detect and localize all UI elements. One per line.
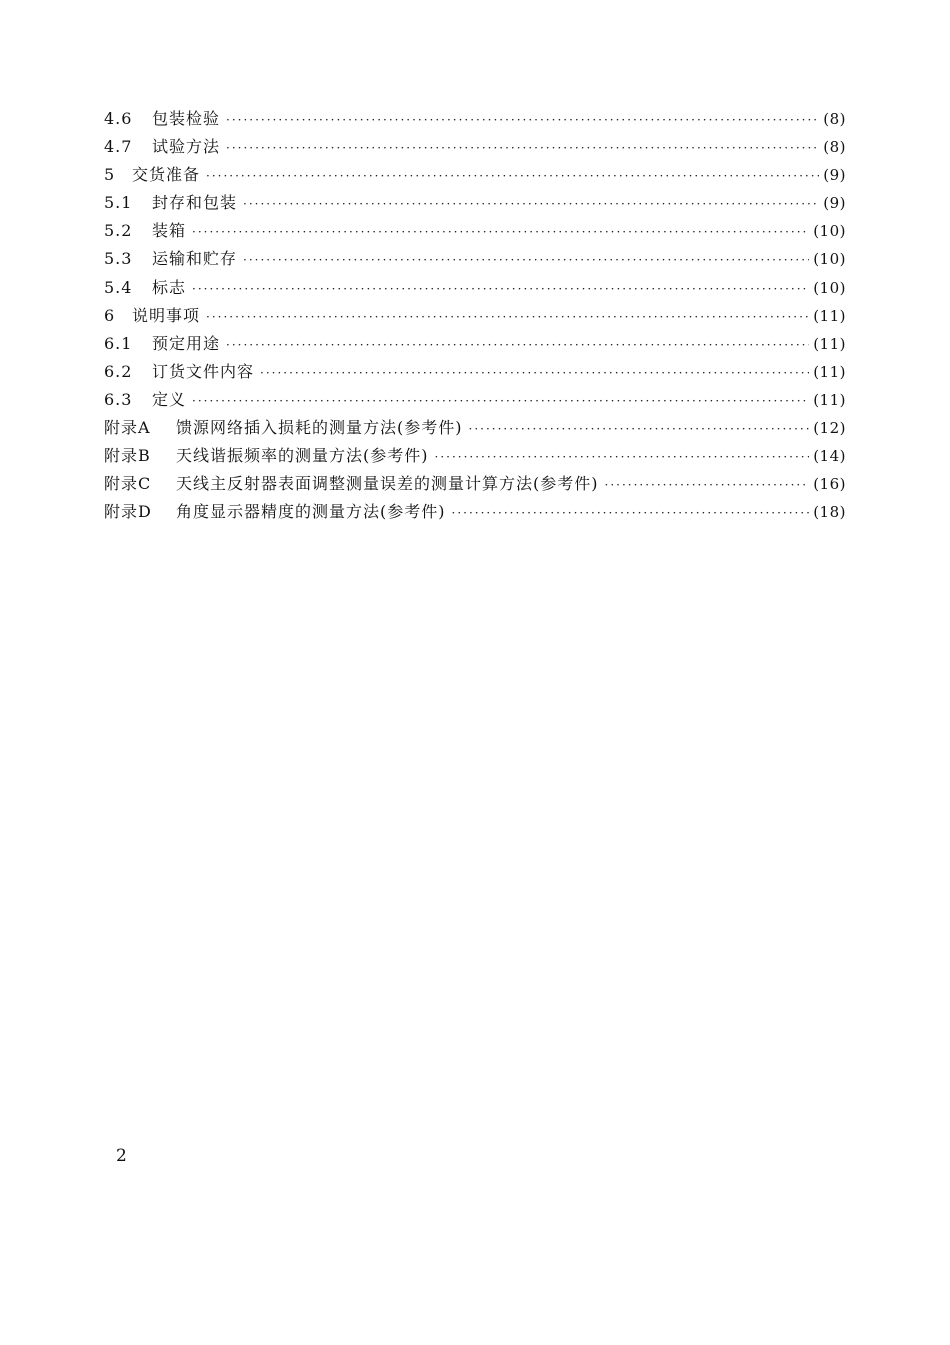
- toc-entry-page: (8): [823, 110, 846, 128]
- toc-entry-5-2: [104, 217, 846, 245]
- toc-entry-number: 5.1: [104, 193, 133, 213]
- toc-dot-leader: [469, 415, 810, 443]
- toc-entry-page: (12): [813, 419, 846, 438]
- toc-entry-appendix-a: [104, 414, 846, 442]
- toc-entry-title: 馈源网络插入损耗的测量方法(参考件): [176, 418, 463, 438]
- toc-entry-title: 定义: [152, 389, 187, 409]
- toc-entry-title: 装箱: [152, 221, 187, 241]
- toc-dot-leader: [226, 106, 819, 134]
- toc-entry-title: 运输和贮存: [152, 249, 238, 269]
- toc-entry-page: (11): [813, 334, 846, 353]
- toc-dot-leader: [243, 190, 819, 218]
- toc-entry-page: (9): [823, 166, 846, 185]
- toc-entry-title: 标志: [152, 277, 187, 297]
- toc-dot-leader: [192, 387, 809, 415]
- toc-entry-title: 说明事项: [132, 305, 201, 325]
- toc-entry-5-3: [104, 245, 846, 273]
- toc-entry-5: [104, 161, 846, 189]
- toc-dot-leader: [243, 246, 809, 274]
- toc-entry-title: 交货准备: [132, 165, 201, 185]
- toc-entry-title: 封存和包装: [152, 193, 238, 213]
- toc-entry-number: 6.2: [104, 361, 133, 381]
- toc-entry-number: 5.3: [104, 249, 133, 269]
- toc-entry-4-6: [104, 105, 846, 133]
- toc-dot-leader: [226, 331, 809, 359]
- toc-dot-leader: [452, 499, 810, 527]
- toc-entry-number: 6.3: [104, 389, 133, 409]
- toc-entry-number: 附录B: [104, 446, 151, 466]
- toc-dot-leader: [260, 359, 809, 387]
- toc-entry-title: 天线谐振频率的测量方法(参考件): [176, 446, 429, 466]
- toc-entry-6-2: [104, 358, 846, 386]
- toc-entry-page: (9): [823, 194, 846, 213]
- toc-entry-number: 附录C: [104, 474, 152, 494]
- toc-dot-leader: [206, 303, 809, 331]
- toc-entry-number: 4.6: [104, 109, 133, 128]
- toc-entry-page: (16): [813, 475, 846, 494]
- toc-entry-title: 试验方法: [152, 137, 221, 157]
- toc-entry-number: 6.1: [104, 333, 133, 353]
- toc-entry-title: 预定用途: [152, 333, 221, 353]
- toc-dot-leader: [192, 218, 809, 246]
- toc-entry-page: (11): [813, 362, 846, 381]
- toc-entry-5-1: [104, 189, 846, 217]
- toc-entry-number: 5: [104, 165, 116, 185]
- toc-entry-page: (10): [813, 278, 846, 297]
- toc-entry-number: 附录D: [104, 502, 152, 522]
- toc-entry-appendix-b: [104, 442, 846, 470]
- page-number: 2: [116, 1146, 127, 1166]
- toc-entry-appendix-d: [104, 498, 846, 526]
- toc-entry-title: 订货文件内容: [152, 361, 255, 381]
- toc-dot-leader: [605, 471, 810, 499]
- toc-dot-leader: [226, 134, 819, 162]
- toc-entry-6: [104, 302, 846, 330]
- toc-entry-5-4: [104, 274, 846, 302]
- toc-entry-6-3: [104, 386, 846, 414]
- toc-entry-title: 天线主反射器表面调整测量误差的测量计算方法(参考件): [176, 474, 599, 494]
- toc-entry-number: 附录A: [104, 418, 151, 438]
- toc-entry-number: 5.2: [104, 221, 133, 241]
- toc-entry-4-7: [104, 133, 846, 161]
- toc-entry-page: (11): [813, 390, 846, 409]
- toc-entry-number: 5.4: [104, 277, 133, 297]
- toc-dot-leader: [206, 162, 819, 190]
- toc-entry-page: (10): [813, 222, 846, 241]
- toc-dot-leader: [192, 275, 809, 303]
- toc-entry-6-1: [104, 330, 846, 358]
- toc-entry-title: 角度显示器精度的测量方法(参考件): [176, 502, 446, 522]
- toc-entry-page: (18): [813, 503, 846, 522]
- toc-entry-page: (14): [813, 447, 846, 466]
- toc-entry-page: (8): [823, 138, 846, 157]
- toc-entry-page: (11): [813, 306, 846, 325]
- toc-entry-number: 6: [104, 305, 116, 325]
- toc-entry-appendix-c: [104, 470, 846, 498]
- toc-dot-leader: [435, 443, 810, 471]
- toc-entry-page: (10): [813, 250, 846, 269]
- table-of-contents: [104, 105, 846, 526]
- toc-entry-title: 包装检验: [152, 109, 221, 128]
- toc-entry-number: 4.7: [104, 137, 133, 157]
